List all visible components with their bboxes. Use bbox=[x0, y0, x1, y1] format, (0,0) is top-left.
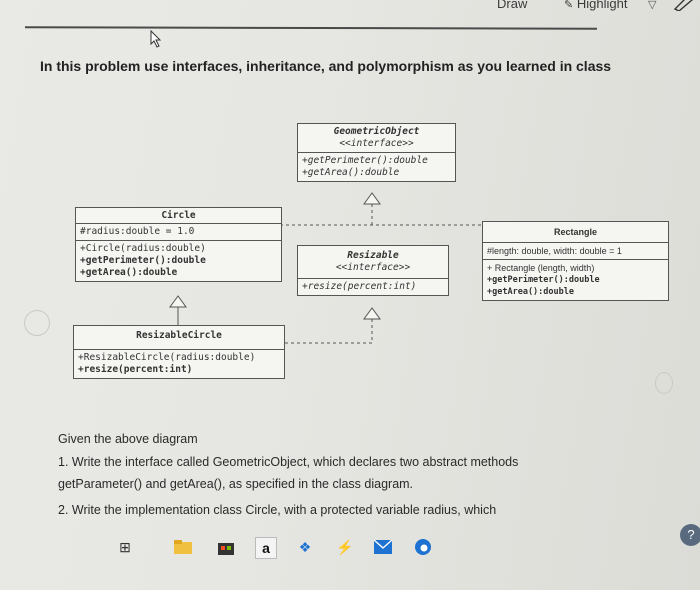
help-button[interactable]: ? bbox=[680, 524, 700, 546]
method: +getArea():double bbox=[302, 167, 400, 178]
mail-icon[interactable] bbox=[373, 537, 393, 557]
uml-class-geometricobject bbox=[297, 123, 456, 182]
highlighter-icon: ✎ bbox=[564, 0, 574, 11]
method: +getArea():double bbox=[487, 287, 574, 297]
chevron-down-icon[interactable]: ▽ bbox=[648, 0, 657, 11]
uml-interface-resizable bbox=[297, 245, 449, 296]
question-1-line-1: 1. Write the interface called GeometricObject, which declares two abstract methods bbox=[58, 455, 519, 469]
class-name: GeometricObject bbox=[333, 126, 420, 137]
question-1-line-2: getParameter() and getArea(), as specified in the class diagram. bbox=[58, 477, 414, 491]
attribute: #length: double, width: double = 1 bbox=[483, 243, 668, 260]
amazon-app-icon[interactable]: a bbox=[255, 537, 277, 559]
method: +ResizableCircle(radius:double) bbox=[78, 352, 256, 363]
uml-class-resizablecircle bbox=[73, 325, 285, 379]
method: +getPerimeter():double bbox=[302, 155, 428, 166]
method: +getArea():double bbox=[80, 267, 178, 278]
uml-class-circle bbox=[75, 207, 282, 282]
class-name: Circle bbox=[76, 208, 281, 224]
class-name: ResizableCircle bbox=[74, 326, 284, 350]
method: +resize(percent:int) bbox=[78, 364, 193, 375]
taskbar bbox=[95, 533, 455, 563]
edge-browser-icon[interactable] bbox=[413, 537, 433, 557]
bolt-icon[interactable]: ⚡ bbox=[336, 538, 354, 555]
question-2-line-1: 2. Write the implementation class Circle, with a protected variable radius, which bbox=[58, 503, 497, 517]
scribble-mark bbox=[24, 310, 50, 336]
method: +getPerimeter():double bbox=[487, 275, 600, 285]
method: +resize(percent:int) bbox=[302, 281, 417, 292]
question-intro: Given the above diagram bbox=[58, 432, 198, 446]
method: + Rectangle (length, width) bbox=[487, 263, 595, 273]
stereotype: <<interface>> bbox=[335, 262, 411, 273]
draw-menu-item[interactable]: Draw bbox=[497, 0, 528, 11]
attribute: #radius:double = 1.0 bbox=[80, 226, 195, 237]
class-name: Resizable bbox=[347, 250, 399, 261]
dropbox-icon[interactable]: ❖ bbox=[298, 538, 312, 555]
problem-heading: In this problem use interfaces, inheritance, and polymorphism as you learned in class bbox=[40, 58, 612, 74]
class-name: Rectangle bbox=[483, 222, 668, 243]
file-explorer-icon[interactable] bbox=[173, 537, 193, 557]
scribble-mark bbox=[655, 372, 673, 394]
stereotype: <<interface>> bbox=[339, 138, 414, 149]
uml-class-rectangle bbox=[482, 221, 669, 301]
method: +Circle(radius:double) bbox=[80, 243, 206, 254]
highlight-label: Highlight bbox=[576, 0, 628, 11]
method: +getPerimeter():double bbox=[80, 255, 206, 266]
store-bag-icon[interactable] bbox=[216, 537, 236, 557]
task-view-icon[interactable]: ⊞ bbox=[119, 538, 131, 555]
